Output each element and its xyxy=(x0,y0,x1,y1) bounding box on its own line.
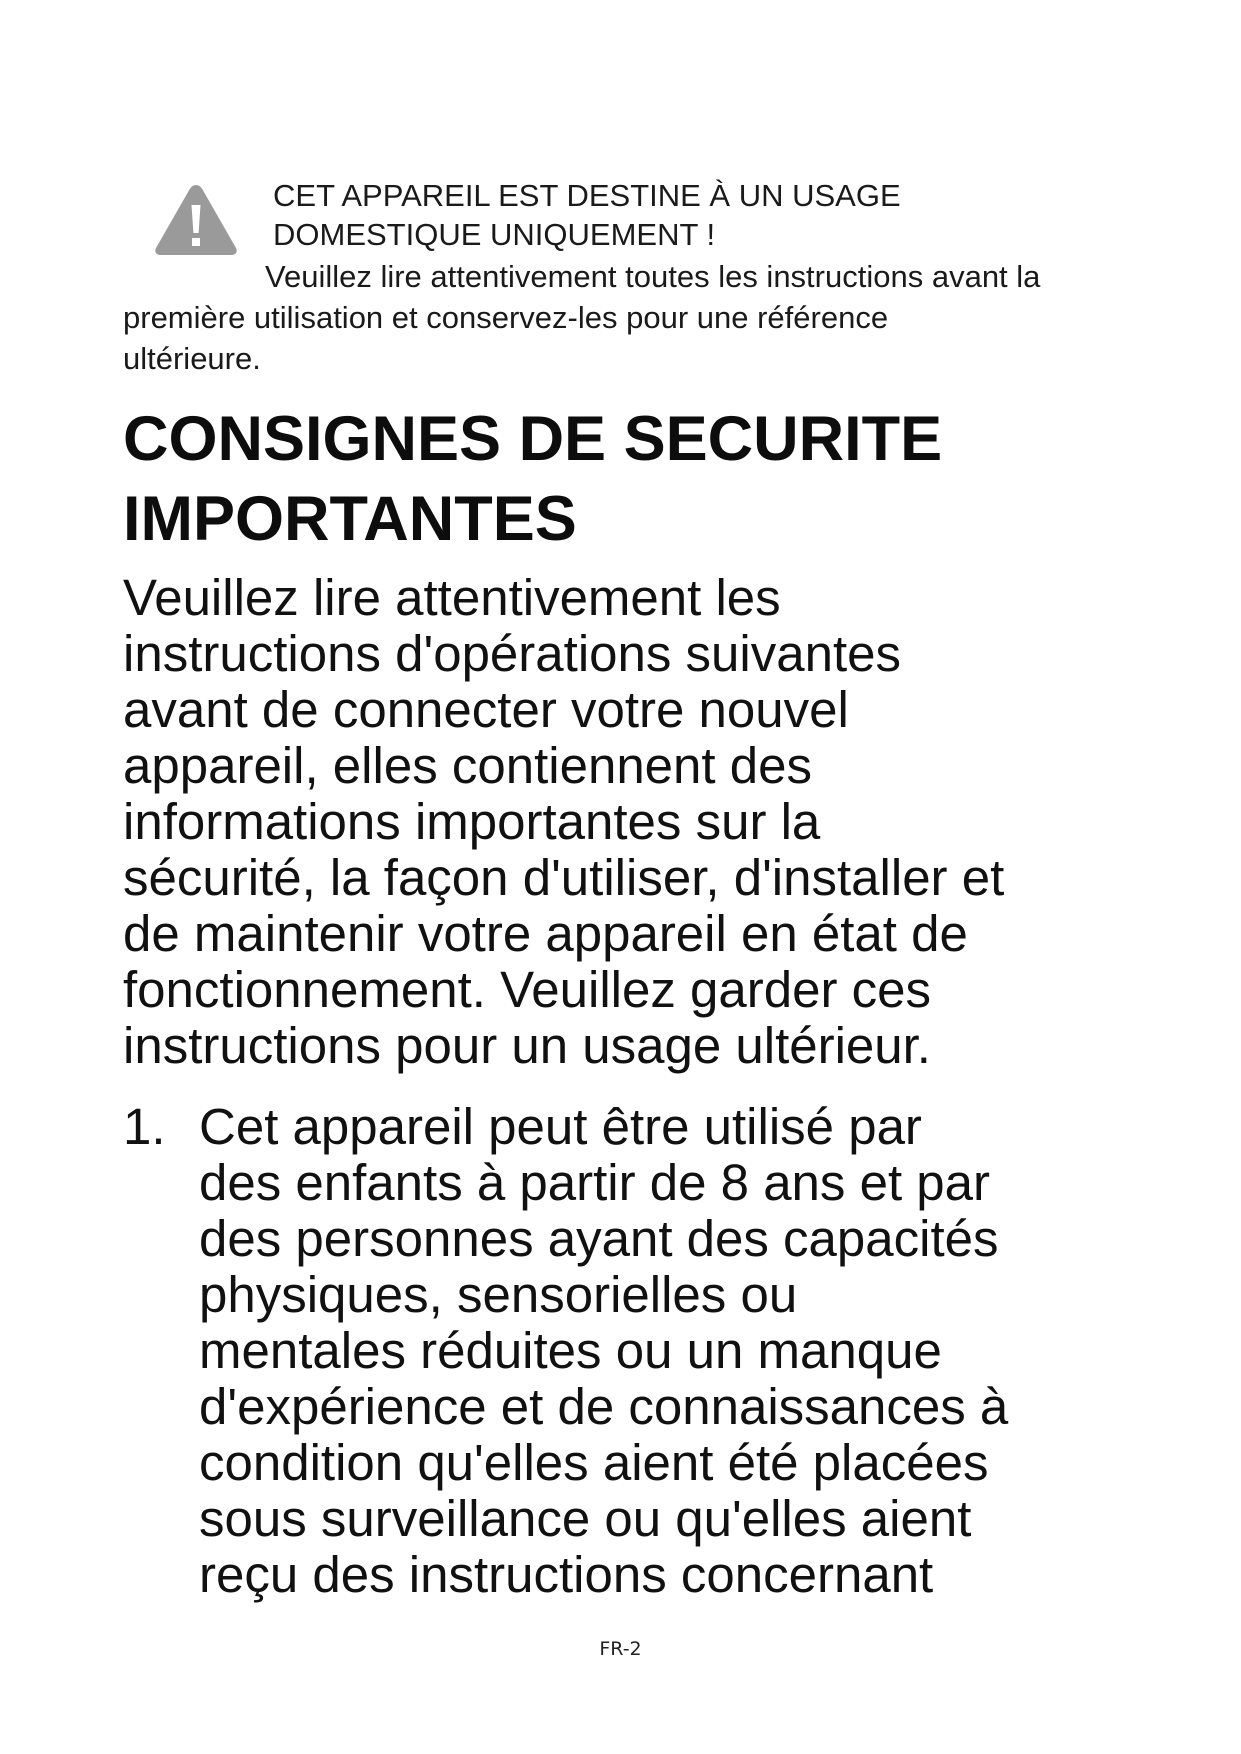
note-line: Veuillez lire attentivement toutes les instructions avant la xyxy=(265,259,1041,294)
list-item-number: 1. xyxy=(123,1098,166,1155)
list-item-line: mentales réduites ou un manque xyxy=(199,1322,942,1379)
warning-text-line: CET APPAREIL EST DESTINE À UN USAGE xyxy=(273,178,901,213)
note-line: ultérieure. xyxy=(123,341,261,376)
heading-line: IMPORTANTES xyxy=(123,484,577,554)
intro-line: instructions pour un usage ultérieur. xyxy=(123,1017,931,1074)
list-item-line: des personnes ayant des capacités xyxy=(199,1210,999,1267)
list-item-line: d'expérience et de connaissances à xyxy=(199,1378,1009,1435)
list-item-line: condition qu'elles aient été placées xyxy=(199,1434,989,1491)
safety-instructions-list xyxy=(123,1099,1123,1603)
page-number: FR-2 xyxy=(599,1638,642,1660)
list-item-line: reçu des instructions concernant xyxy=(199,1546,934,1603)
list-item xyxy=(123,1099,1123,1603)
list-item-line: physiques, sensorielles ou xyxy=(199,1266,798,1323)
intro-line: de maintenir votre appareil en état de xyxy=(123,905,968,962)
read-instructions-note xyxy=(123,256,1123,379)
intro-paragraph xyxy=(123,570,1123,1074)
warning-triangle-icon xyxy=(153,181,239,257)
note-line: première utilisation et conservez-les pour une référence xyxy=(123,300,889,335)
intro-line: informations importantes sur la xyxy=(123,793,821,850)
intro-line: instructions d'opérations suivantes xyxy=(123,625,901,682)
list-item-line: Cet appareil peut être utilisé par xyxy=(199,1098,922,1155)
list-item-line: des enfants à partir de 8 ans et par xyxy=(199,1154,990,1211)
intro-line: avant de connecter votre nouvel xyxy=(123,681,849,738)
list-item-text xyxy=(199,1099,1123,1603)
section-heading xyxy=(123,399,1123,559)
heading-line: CONSIGNES DE SECURITE xyxy=(123,404,943,474)
intro-line: Veuillez lire attentivement les xyxy=(123,569,781,626)
warning-text-line: DOMESTIQUE UNIQUEMENT ! xyxy=(273,217,716,252)
list-item-line: sous surveillance ou qu'elles aient xyxy=(199,1490,972,1547)
intro-line: sécurité, la façon d'utiliser, d'installer et xyxy=(123,849,1005,906)
intro-line: appareil, elles contiennent des xyxy=(123,737,812,794)
intro-line: fonctionnement. Veuillez garder ces xyxy=(123,961,931,1018)
